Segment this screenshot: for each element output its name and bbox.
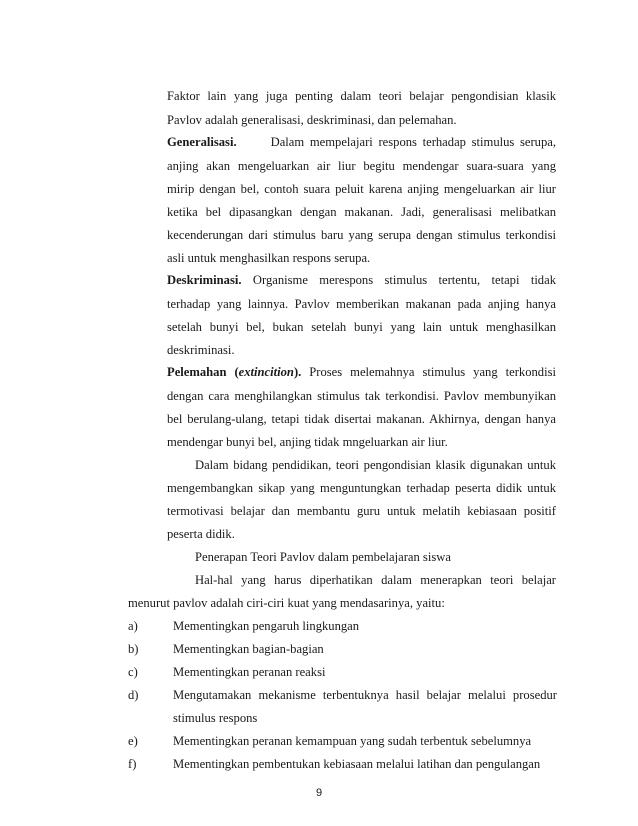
pendidikan-line: Dalam bidang pendidikan, teori pengondisian klasik digunakan untuk	[195, 458, 556, 472]
generalisasi-term: Generalisasi.	[167, 135, 237, 149]
halhal-line-2: menurut pavlov adalah ciri-ciri kuat yang mendasarinya, yaitu:	[128, 596, 445, 610]
pendidikan-line: termotivasi belajar dan membantu guru untuk melatih kebiasaan positif	[167, 504, 556, 518]
list-marker: a)	[128, 619, 138, 633]
deskriminasi-term: Deskriminasi.	[167, 273, 242, 287]
generalisasi-line: ketika bel dipasangkan dengan makanan. Jadi, generalisasi melibatkan	[167, 205, 556, 219]
page-number: 9	[315, 787, 323, 799]
list-item: Mementingkan pembentukan kebiasaan melalui latihan dan pengulangan	[173, 757, 541, 771]
generalisasi-line: kecenderungan dari stimulus baru yang serupa dengan stimulus terkondisi	[167, 228, 556, 242]
deskriminasi-line: setelah bunyi bel, bukan setelah bunyi yang lain untuk menghasilkan	[167, 320, 556, 334]
list-item: Mementingkan pengaruh lingkungan	[173, 619, 360, 633]
list-marker: e)	[128, 734, 138, 748]
generalisasi-line: asli untuk menghasilkan respons serupa.	[167, 251, 371, 265]
intro-line-1: Faktor lain yang juga penting dalam teori belajar pengondisian klasik	[167, 89, 556, 103]
pendidikan-line: peserta didik.	[167, 527, 235, 541]
deskriminasi-line: terhadap yang lainnya. Pavlov memberikan makanan pada anjing hanya	[167, 297, 556, 311]
list-item: Mementingkan bagian-bagian	[173, 642, 324, 656]
list-marker: b)	[128, 642, 139, 656]
pelemahan-term-italic: extincition	[238, 365, 294, 379]
deskriminasi-first-line	[167, 272, 556, 288]
pelemahan-line: mendengar bunyi bel, anjing tidak mngeluarkan air liur.	[167, 435, 448, 449]
pendidikan-line: mengembangkan sikap yang menguntungkan terhadap peserta didik untuk	[167, 481, 556, 495]
halhal-line-1: Hal-hal yang harus diperhatikan dalam menerapkan teori belajar	[195, 573, 556, 587]
pelemahan-first-text: Proses melemahnya stimulus yang terkondisi	[309, 365, 557, 379]
deskriminasi-first-text: Organisme merespons stimulus tertentu, tetapi tidak	[252, 273, 556, 287]
intro-line-2: Pavlov adalah generalisasi, deskriminasi, dan pelemahan.	[167, 113, 457, 127]
generalisasi-line: mirip dengan bel, contoh suara peluit karena anjing mengeluarkan air liur	[167, 182, 556, 196]
list-item: Mementingkan peranan kemampuan yang sudah terbentuk sebelumnya	[173, 734, 532, 748]
list-marker: d)	[128, 688, 139, 702]
list-item-continuation: stimulus respons	[173, 711, 258, 725]
list-marker: c)	[128, 665, 138, 679]
penerapan-heading: Penerapan Teori Pavlov dalam pembelajaran siswa	[195, 550, 451, 564]
list-item: Mengutamakan mekanisme terbentuknya hasil belajar melalui prosedur	[173, 688, 557, 702]
pelemahan-first-line: Pelemahan (extincition). Proses melemahnya stimulus yang terkondisi	[167, 365, 557, 379]
pelemahan-line: bel berulang-ulang, tetapi tidak disertai makanan. Akhirnya, dengan hanya	[167, 412, 556, 426]
deskriminasi-line: deskriminasi.	[167, 343, 235, 357]
generalisasi-first-line	[167, 134, 556, 150]
pelemahan-line: dengan cara menghilangkan stimulus tak terkondisi. Pavlov membunyikan	[167, 389, 556, 403]
generalisasi-line: anjing akan mengeluarkan air liur begitu mendengar suara-suara yang	[167, 159, 556, 173]
list-marker: f)	[128, 757, 137, 771]
pelemahan-term: Pelemahan	[167, 365, 227, 379]
list-item: Mementingkan peranan reaksi	[173, 665, 326, 679]
generalisasi-first-text: Dalam mempelajari respons terhadap stimulus serupa,	[270, 135, 556, 149]
